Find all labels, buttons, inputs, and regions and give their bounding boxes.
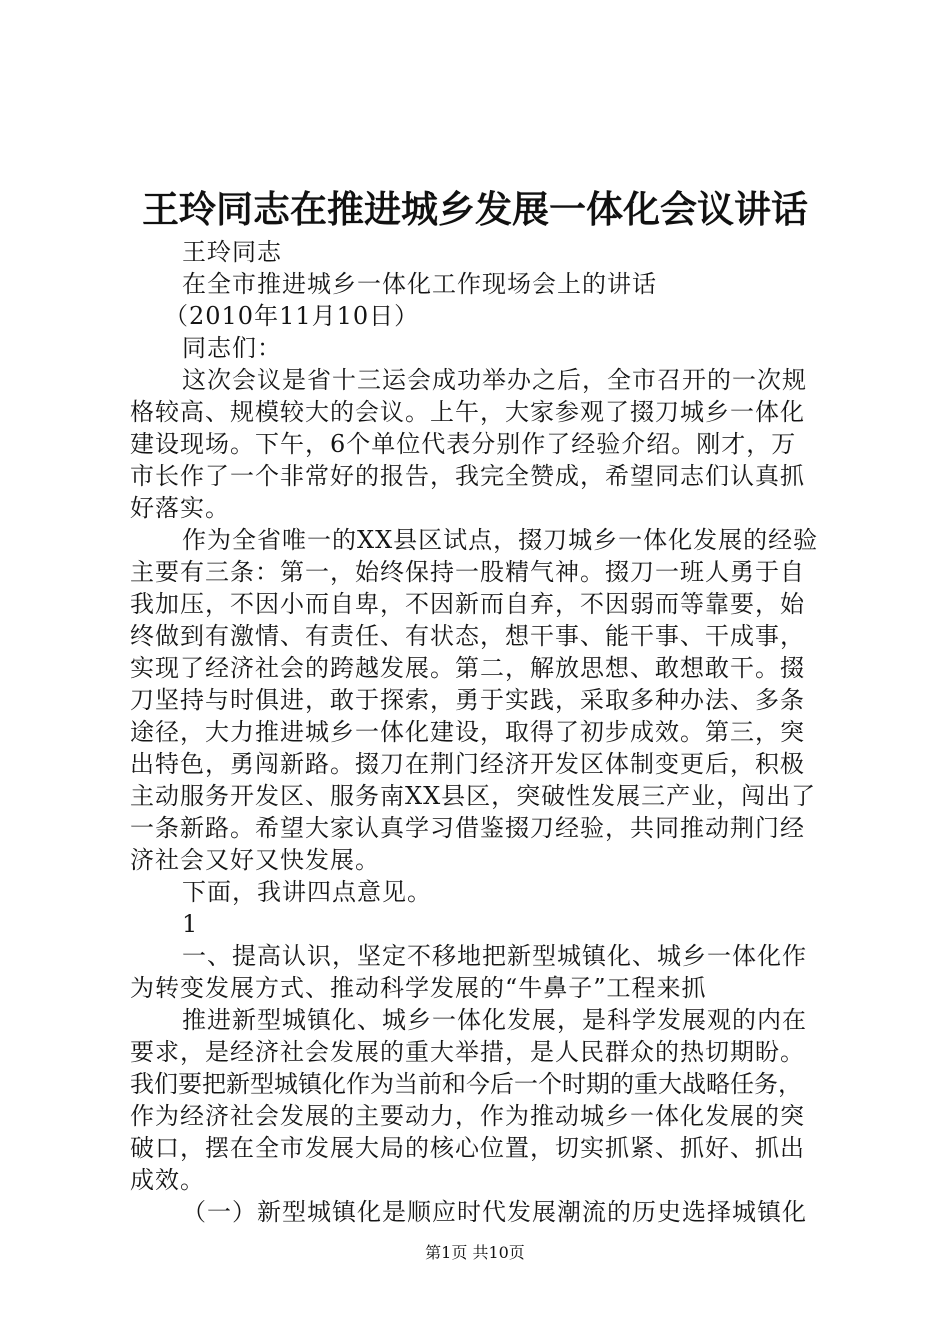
text-line: 这次会议是省十三运会成功举办之后，全市召开的一次规 <box>182 366 807 394</box>
text-line: 破口，摆在全市发展大局的核心位置，切实抓紧、抓好、抓出 <box>130 1134 805 1162</box>
text-line: 市长作了一个非常好的报告，我完全赞成，希望同志们认真抓 <box>130 462 805 490</box>
text-line: 实现了经济社会的跨越发展。第二，解放思想、敢想敢干。掇 <box>130 654 805 682</box>
text-line: 同志们： <box>182 334 282 362</box>
text-line: 途径，大力推进城乡一体化建设，取得了初步成效。第三，突 <box>130 718 805 746</box>
text-line: 终做到有激情、有责任、有状态，想干事、能干事、干成事， <box>130 622 805 650</box>
text-line: 在全市推进城乡一体化工作现场会上的讲话 <box>182 270 657 298</box>
text-line: 下面，我讲四点意见。 <box>182 878 432 906</box>
document-title: 王玲同志在推进城乡发展一体化会议讲话 <box>142 188 808 231</box>
text-line: 主要有三条：第一，始终保持一股精气神。掇刀一班人勇于自 <box>130 558 805 586</box>
subsection-heading: （一）新型城镇化是顺应时代发展潮流的历史选择城镇化 <box>182 1198 807 1226</box>
text-line: 刀坚持与时俱进，敢于探索，勇于实践，采取多种办法、多条 <box>130 686 805 714</box>
text-line: 格较高、规模较大的会议。上午，大家参观了掇刀城乡一体化 <box>130 398 805 426</box>
text-line: 我加压，不因小而自卑，不因新而自弃，不因弱而等靠要，始 <box>130 590 805 618</box>
text-line: 作为全省唯一的XX县区试点，掇刀城乡一体化发展的经验 <box>182 526 819 554</box>
text-line: 王玲同志 <box>182 238 282 266</box>
section-heading: 一、提高认识，坚定不移地把新型城镇化、城乡一体化作 <box>182 942 807 970</box>
text-line: 我们要把新型城镇化作为当前和今后一个时期的重大战略任务， <box>130 1070 802 1098</box>
text-line: （2010年11月10日） <box>164 302 420 330</box>
page-number-marker: 1 <box>182 910 199 938</box>
text-line: 出特色，勇闯新路。掇刀在荆门经济开发区体制变更后，积极 <box>130 750 805 778</box>
page-footer: 第1页 共10页 <box>425 1243 525 1262</box>
text-line: 成效。 <box>130 1166 205 1194</box>
text-line: 一条新路。希望大家认真学习借鉴掇刀经验，共同推动荆门经 <box>130 814 805 842</box>
text-line: 主动服务开发区、服务南XX县区，突破性发展三产业，闯出了 <box>130 782 817 810</box>
text-line: 好落实。 <box>130 494 230 522</box>
section-heading: 为转变发展方式、推动科学发展的“牛鼻子”工程来抓 <box>130 974 707 1002</box>
text-line: 要求，是经济社会发展的重大举措，是人民群众的热切期盼。 <box>130 1038 805 1066</box>
text-line: 作为经济社会发展的主要动力，作为推动城乡一体化发展的突 <box>130 1102 805 1130</box>
text-line: 济社会又好又快发展。 <box>130 846 380 874</box>
text-line: 推进新型城镇化、城乡一体化发展，是科学发展观的内在 <box>182 1006 807 1034</box>
text-line: 建设现场。下午，6个单位代表分别作了经验介绍。刚才，万 <box>130 430 797 458</box>
